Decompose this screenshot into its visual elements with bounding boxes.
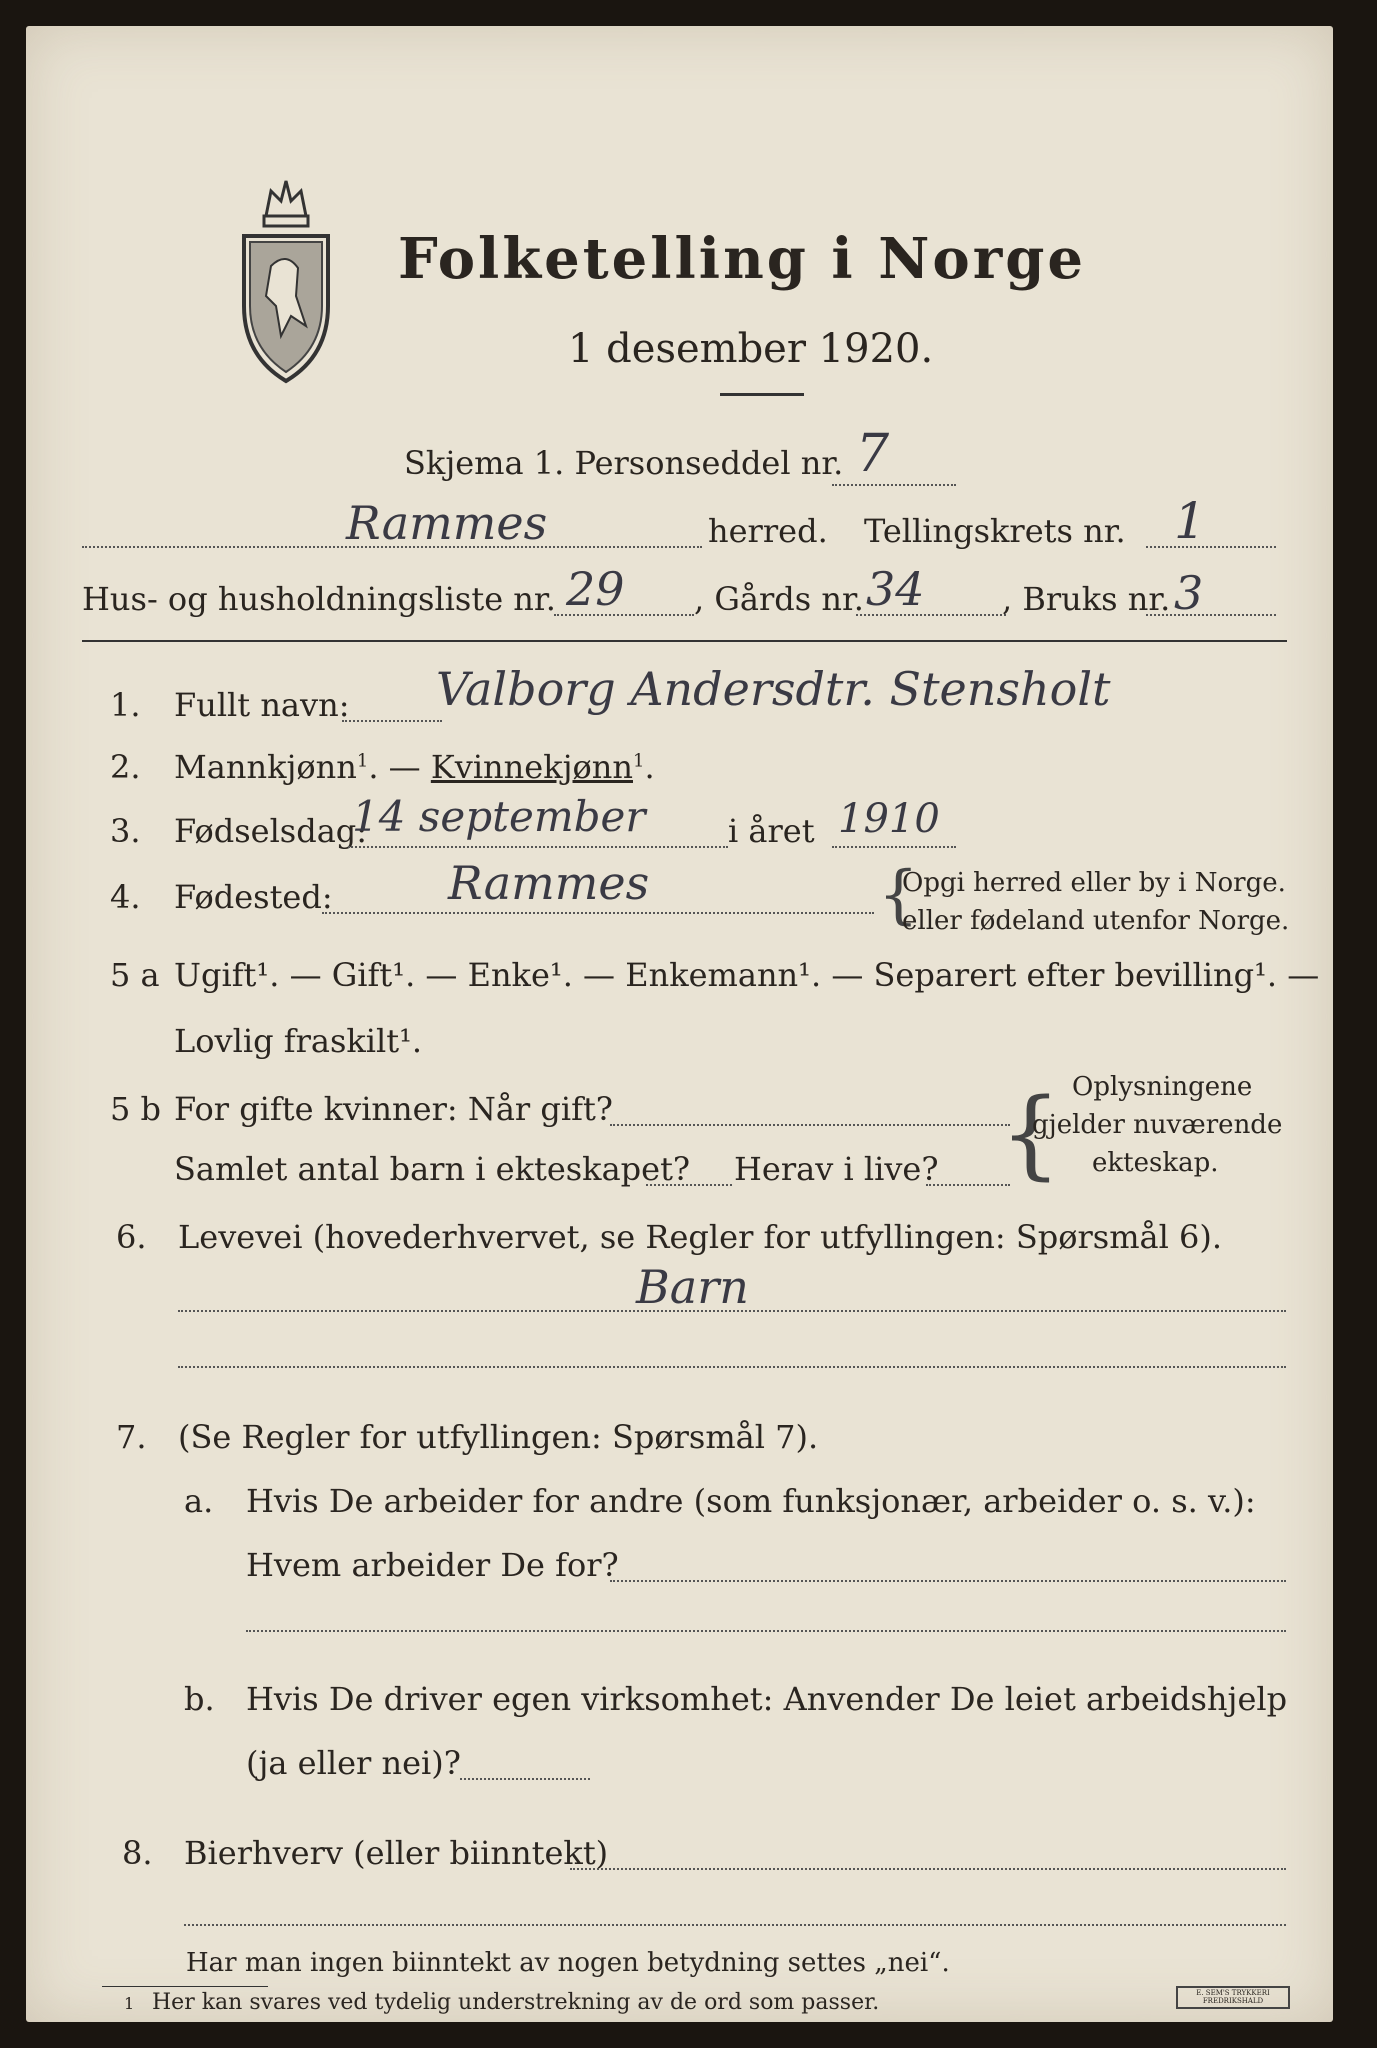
q7-text: (Se Regler for utfyllingen: Spørsmål 7). <box>178 1418 819 1456</box>
q6-line-2 <box>178 1366 1286 1368</box>
q5b-children-line <box>646 1184 732 1186</box>
title-divider <box>720 393 804 396</box>
q7a-text-2: Hvem arbeider De for? <box>246 1546 619 1584</box>
q5b-text-2: Samlet antal barn i ekteskapet? <box>174 1150 691 1188</box>
printer-stamp: E. SEM'S TRYKKERI FREDRIKSHALD <box>1176 1986 1290 2009</box>
q1-value: Valborg Andersdtr. Stensholt <box>436 662 1111 716</box>
q8-number: 8. <box>122 1834 153 1872</box>
bruks-label: , Bruks nr. <box>1002 580 1171 618</box>
q3-year-label: i året <box>728 812 815 850</box>
bruks-value: 3 <box>1174 566 1204 620</box>
q8-line-2 <box>184 1924 1286 1926</box>
q4-note-2: eller fødeland utenfor Norge. <box>902 906 1290 936</box>
q7b-label: b. <box>184 1680 215 1718</box>
q7b-line <box>460 1778 590 1780</box>
schema-number-value: 7 <box>856 424 890 484</box>
q5b-alive-line <box>926 1184 1010 1186</box>
q2-male-label: Mannkjønn <box>174 748 357 786</box>
q6-number: 6. <box>116 1218 147 1256</box>
footnote: Her kan svares ved tydelig understrekning av de ord som passer. <box>152 1990 880 2015</box>
q1-line <box>342 720 442 722</box>
q4-brace: { <box>878 858 919 932</box>
q5b-note-2: gjelder nuværende <box>1032 1110 1283 1140</box>
q5b-text: For gifte kvinner: Når gift? <box>174 1090 613 1128</box>
income-note: Har man ingen biinntekt av nogen betydning settes „nei“. <box>186 1948 950 1978</box>
q6-line-1 <box>178 1310 1286 1312</box>
q3-value: 14 september <box>352 792 646 841</box>
q2-text: Mannkjønn$^1$. — Kvinnekjønn$^1$. <box>174 748 655 786</box>
q3-year-value: 1910 <box>838 796 940 842</box>
coat-of-arms-icon <box>236 176 336 386</box>
q4-label: Fødested: <box>174 878 333 916</box>
footnote-mark: 1 <box>124 1994 135 2013</box>
q4-value: Rammes <box>448 856 650 910</box>
q5b-note-3: ekteskap. <box>1092 1148 1219 1178</box>
q3-label: Fødselsdag: <box>174 812 368 850</box>
tellingskrets-line <box>1146 546 1276 548</box>
q7a-text: Hvis De arbeider for andre (som funksjonær, arbeider o. s. v.): <box>246 1482 1256 1520</box>
q7b-text-2: (ja eller nei)? <box>246 1744 461 1782</box>
hus-value: 29 <box>566 562 625 616</box>
q8-line-1 <box>570 1868 1286 1870</box>
q7a-line-2 <box>246 1630 1286 1632</box>
q2-female-label: Kvinnekjønn <box>430 748 633 786</box>
q5b-married-line <box>610 1124 1010 1126</box>
q5b-text-3: Herav i live? <box>734 1150 939 1188</box>
tellingskrets-label: Tellingskrets nr. <box>864 512 1126 550</box>
gards-label: , Gårds nr. <box>694 580 864 618</box>
herred-value: Rammes <box>346 496 548 550</box>
q7a-label: a. <box>184 1482 214 1520</box>
q2-separator: . — <box>368 748 431 786</box>
q5b-note-1: Oplysningene <box>1072 1072 1253 1102</box>
q7b-text: Hvis De driver egen virksomhet: Anvender De leiet arbeidshjelp <box>246 1680 1288 1718</box>
footnote-rule <box>102 1986 268 1987</box>
header-divider <box>82 640 1287 642</box>
q4-note-1: Opgi herred eller by i Norge. <box>902 868 1286 898</box>
form-title: Folketelling i Norge <box>398 226 1087 292</box>
q3-number: 3. <box>110 812 141 850</box>
q6-text: Levevei (hovederhvervet, se Regler for utfyllingen: Spørsmål 6). <box>178 1218 1223 1256</box>
q2-number: 2. <box>110 748 141 786</box>
census-form <box>26 26 1333 2022</box>
q5b-number: 5 b <box>110 1090 162 1128</box>
q4-line <box>322 912 874 914</box>
census-date: 1 desember 1920. <box>568 326 934 372</box>
tellingskrets-value: 1 <box>1174 492 1206 550</box>
q5a-number: 5 a <box>110 956 160 994</box>
q3-date-line <box>348 846 728 848</box>
q1-label: Fullt navn: <box>174 686 350 724</box>
herred-label: herred. <box>708 512 828 550</box>
q5a-text-2: Lovlig fraskilt¹. <box>174 1022 423 1060</box>
q7a-line-1 <box>610 1580 1286 1582</box>
q8-text: Bierhverv (eller biinntekt) <box>184 1834 609 1872</box>
schema-number-line <box>832 484 956 486</box>
q5a-text: Ugift¹. — Gift¹. — Enke¹. — Enkemann¹. — Separert efter bevilling¹. — <box>174 956 1320 994</box>
schema-label: Skjema 1. Personseddel nr. <box>404 444 844 482</box>
q6-value: Barn <box>636 1260 749 1314</box>
gards-value: 34 <box>866 562 925 616</box>
q5b-brace: { <box>1000 1078 1062 1190</box>
bruks-line <box>1146 614 1276 616</box>
q3-year-line <box>832 846 956 848</box>
hus-label: Hus- og husholdningsliste nr. <box>82 580 556 618</box>
q7-number: 7. <box>116 1418 147 1456</box>
q1-number: 1. <box>110 686 141 724</box>
q4-number: 4. <box>110 878 141 916</box>
